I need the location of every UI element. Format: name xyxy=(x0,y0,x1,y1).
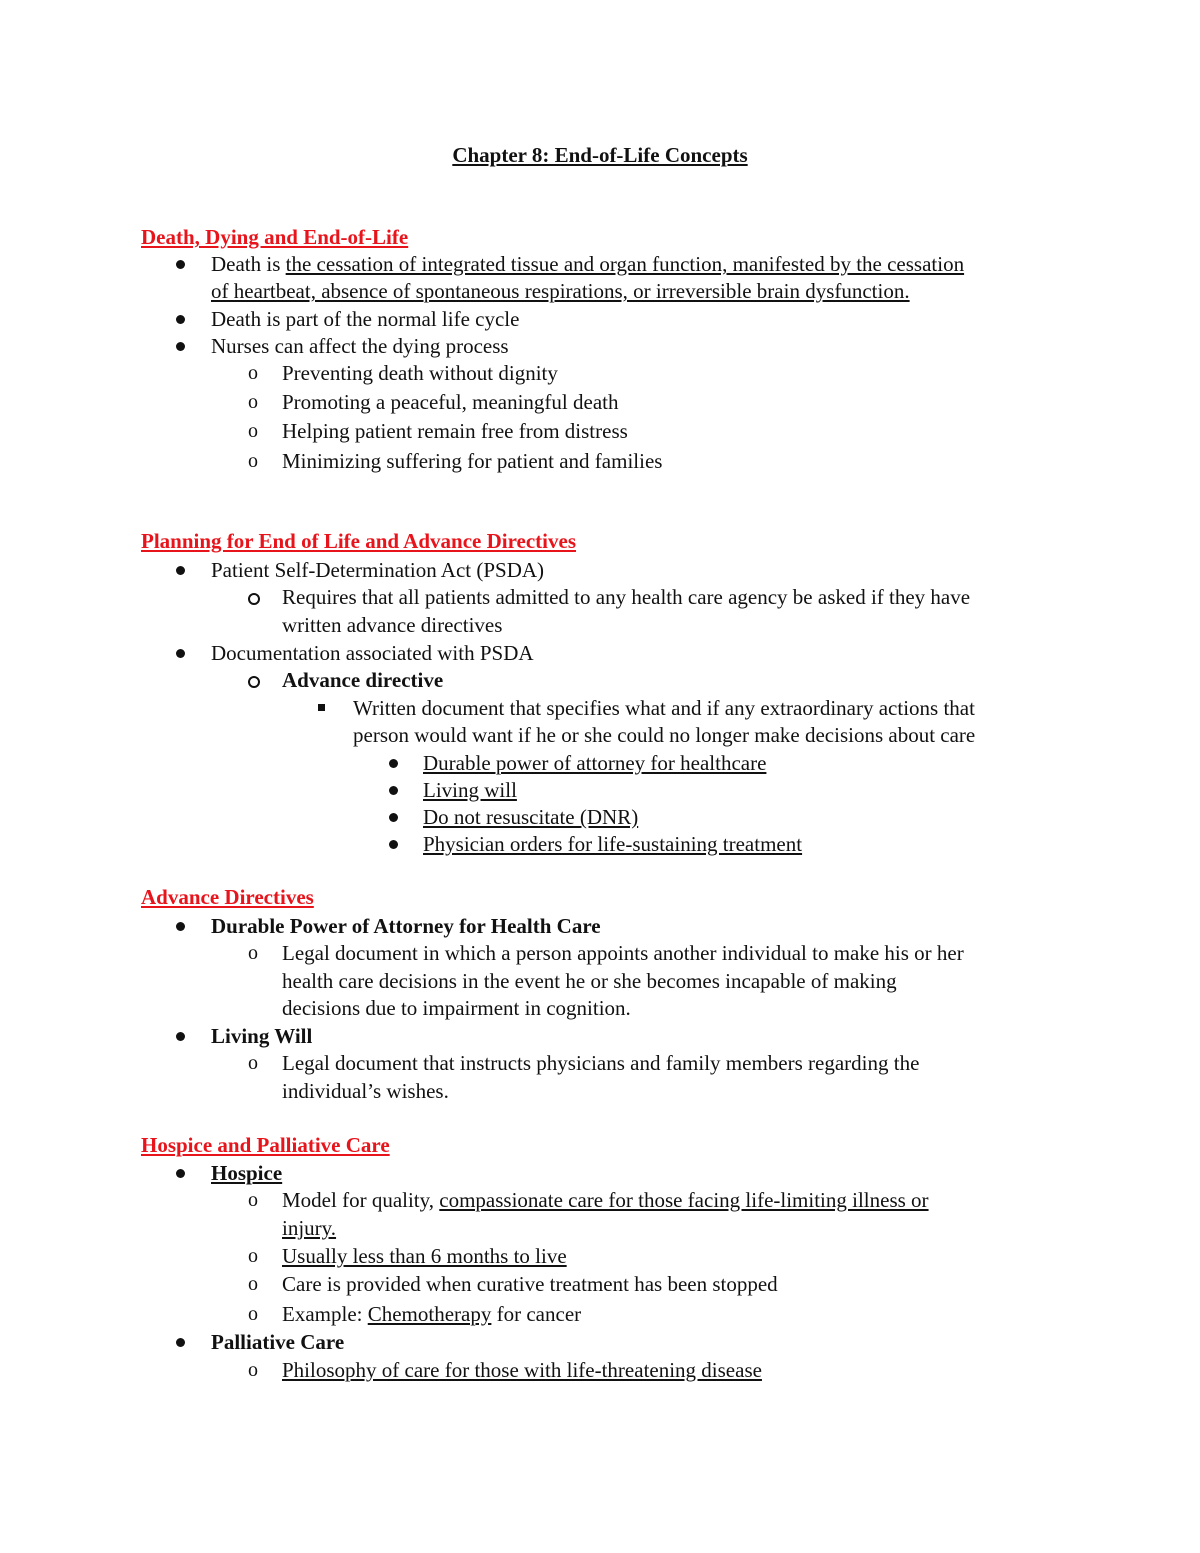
sub-list-item-text: health care decisions in the event he or she becomes incapable of making xyxy=(282,969,897,993)
sub-list-item-text: Helping patient remain free from distress xyxy=(282,419,628,443)
list-item-text: Palliative Care xyxy=(211,1330,345,1354)
bullet-icon xyxy=(176,649,185,658)
bullet-ring-icon xyxy=(248,676,260,688)
bullet-o-icon: o xyxy=(248,1359,258,1381)
sub-list-item-text: decisions due to impairment in cognition. xyxy=(282,996,631,1020)
sub-list-item-text: Legal document that instructs physicians and family members regarding the xyxy=(282,1051,920,1075)
list-item-text: Documentation associated with PSDA xyxy=(211,641,534,665)
bullet-o-icon: o xyxy=(248,1052,258,1074)
bullet-o-icon: o xyxy=(248,450,258,472)
bullet-o-icon: o xyxy=(248,942,258,964)
list-item-text: Hospice xyxy=(211,1161,283,1185)
sub-sub-list-item-text: person would want if he or she could no longer make decisions about care xyxy=(353,723,976,747)
page-title: Chapter 8: End-of-Life Concepts xyxy=(452,143,748,167)
sub-list-item-text: Legal document in which a person appoints another individual to make his or her xyxy=(282,941,964,965)
text-run: Example: xyxy=(282,1302,368,1326)
bullet-icon xyxy=(176,1169,185,1178)
sub-list-item-text: Care is provided when curative treatment has been stopped xyxy=(282,1272,778,1296)
level4-list-item-text: Physician orders for life-sustaining treatment xyxy=(423,832,803,856)
bullet-o-icon: o xyxy=(248,420,258,442)
level4-list-item-text: Living will xyxy=(423,778,517,802)
bullet-o-icon: o xyxy=(248,1303,258,1325)
section-heading-advance-directives: Advance Directives xyxy=(141,885,314,909)
text-run: Death is xyxy=(211,252,286,276)
text-run: Model for quality, xyxy=(282,1188,440,1212)
bullet-icon xyxy=(176,1338,185,1347)
section-heading-death-dying: Death, Dying and End-of-Life xyxy=(141,225,409,249)
list-item-text: Death is part of the normal life cycle xyxy=(211,307,520,331)
sub-list-item-text: Minimizing suffering for patient and families xyxy=(282,449,663,473)
bullet-o-icon: o xyxy=(248,1245,258,1267)
bullet-square-icon xyxy=(318,704,325,711)
sub-sub-list-item-text: Written document that specifies what and if any extraordinary actions that xyxy=(353,696,975,720)
underlined-text: compassionate care for those facing life-limiting illness or xyxy=(439,1188,929,1212)
section-heading-planning: Planning for End of Life and Advance Directives xyxy=(141,529,577,553)
bullet-icon xyxy=(176,342,185,351)
list-item-text: Durable Power of Attorney for Health Care xyxy=(211,914,601,938)
bullet-icon xyxy=(176,315,185,324)
underlined-definition: the cessation of integrated tissue and organ function, manifested by the cessation xyxy=(285,252,965,276)
bullet-ring-icon xyxy=(248,593,260,605)
bullet-icon xyxy=(176,922,185,931)
bullet-icon xyxy=(176,1032,185,1041)
underlined-text: Chemotherapy xyxy=(367,1302,492,1326)
sub-list-item-text: Advance directive xyxy=(282,668,444,692)
text-run: for cancer xyxy=(491,1302,582,1326)
bullet-o-icon: o xyxy=(248,1273,258,1295)
level4-list-item-text: Durable power of attorney for healthcare xyxy=(423,751,767,775)
bullet-icon xyxy=(389,813,398,822)
sub-list-item-text: individual’s wishes. xyxy=(282,1079,449,1103)
sub-list-item-text: Promoting a peaceful, meaningful death xyxy=(282,390,619,414)
section-heading-hospice: Hospice and Palliative Care xyxy=(141,1133,390,1157)
bullet-o-icon: o xyxy=(248,1189,258,1211)
bullet-icon xyxy=(176,260,185,269)
bullet-icon xyxy=(176,566,185,575)
bullet-icon xyxy=(389,786,398,795)
level4-list-item-text: Do not resuscitate (DNR) xyxy=(423,805,639,829)
underlined-definition: of heartbeat, absence of spontaneous respirations, or irreversible brain dysfunction. xyxy=(211,279,910,303)
list-item-text: Patient Self-Determination Act (PSDA) xyxy=(211,558,545,582)
underlined-text: injury. xyxy=(282,1216,337,1240)
bullet-o-icon: o xyxy=(248,362,258,384)
sub-list-item-text: Preventing death without dignity xyxy=(282,361,558,385)
list-item-text: Living Will xyxy=(211,1024,313,1048)
bullet-o-icon: o xyxy=(248,391,258,413)
sub-list-item-text: Requires that all patients admitted to any health care agency be asked if they have xyxy=(282,585,971,609)
sub-list-item-text: Philosophy of care for those with life-threatening disease xyxy=(282,1358,762,1382)
list-item-text: Nurses can affect the dying process xyxy=(211,334,509,358)
sub-list-item-text: written advance directives xyxy=(282,613,503,637)
bullet-icon xyxy=(389,840,398,849)
sub-list-item-text: Usually less than 6 months to live xyxy=(282,1244,567,1268)
bullet-icon xyxy=(389,759,398,768)
